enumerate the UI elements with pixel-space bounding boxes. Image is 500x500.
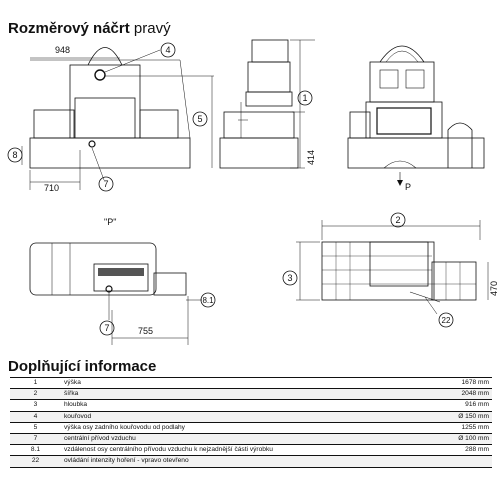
firebox [75,98,135,138]
tiled-right-arch [448,123,472,168]
side-top [252,40,288,62]
row-num: 3 [10,400,61,411]
base-plinth [30,138,190,168]
table-row [10,411,492,422]
row-value: 916 mm [426,400,492,411]
tiled-base [348,138,484,168]
row-num: 4 [10,411,61,422]
callout-4: 4 [165,45,171,55]
side-base [220,138,298,168]
dome [88,48,122,66]
dim-948: 948 [55,45,71,55]
table-row [10,378,492,389]
row-num: 8.1 [10,445,61,456]
tiled-plan-firebox [370,242,428,286]
row-label: vzdálenost osy centrálního přívodu vzduchu k nejzadnější části výrobku [61,445,426,456]
callout-7-front: 7 [103,179,109,189]
row-value: Ø 100 mm [426,433,492,444]
row-label: výška [61,378,426,389]
callout-7-plan: 7 [104,323,110,333]
tiled-plan-outline [322,242,434,300]
table-row [10,445,492,456]
row-value [426,456,492,467]
row-label: výška osy zadního kouřovodu od podlahy [61,422,426,433]
tiled-plan-bench [432,262,476,300]
callout-3: 3 [287,273,293,283]
info-heading: Doplňující informace [8,358,157,375]
dim-470: 470 [489,280,499,296]
dim-755: 755 [138,326,154,336]
view-front-section [22,48,214,191]
callout-2: 2 [395,215,401,225]
flue-outlet [95,70,105,80]
table-row [10,456,492,467]
row-num: 22 [10,456,61,467]
view-front-tiled [348,46,484,186]
row-label: hloubka [61,400,426,411]
title-side: pravý [133,20,171,37]
callout-8: 8 [12,150,18,160]
title-text: Rozměrový náčrt [8,20,130,37]
row-value: 2048 mm [426,389,492,400]
arrow-label-p: P [405,182,412,192]
row-num: 2 [10,389,61,400]
row-value: 288 mm [426,445,492,456]
air-inlet [89,141,95,147]
tiled-top [370,62,434,102]
table-row [10,400,492,411]
row-value: 1678 mm [426,378,492,389]
view-label-p: "P" [104,217,117,227]
view-top-plan-tiled [296,220,488,314]
row-num: 7 [10,433,61,444]
dim-414: 414 [306,149,316,165]
callout-8-1: 8.1 [202,296,214,305]
tiled-firebox-door [377,108,431,134]
row-label: centrální přívod vzduchu [61,433,426,444]
view-top-plan-p [30,243,202,345]
callout-22: 22 [441,316,451,325]
tiled-left-bench [350,112,370,138]
info-table [10,377,492,468]
side-upper [248,62,290,92]
row-value: 1255 mm [426,422,492,433]
row-label: ovládání intenzity hoření - vpravo otevřeno [61,456,426,467]
table-row [10,389,492,400]
row-label: kouřovod [61,411,426,422]
left-bench [34,110,74,138]
row-label: šířka [61,389,426,400]
callout-5: 5 [197,114,203,124]
tiled-dome [380,46,424,62]
side-bench [224,112,294,138]
plan-p-bench [154,273,186,295]
table-row [10,422,492,433]
right-bench [140,110,178,138]
dim-710: 710 [44,183,60,193]
table-row [10,433,492,444]
row-value: Ø 150 mm [426,411,492,422]
row-num: 1 [10,378,61,389]
side-mid [246,92,292,106]
row-num: 5 [10,422,61,433]
callout-1: 1 [302,93,308,103]
